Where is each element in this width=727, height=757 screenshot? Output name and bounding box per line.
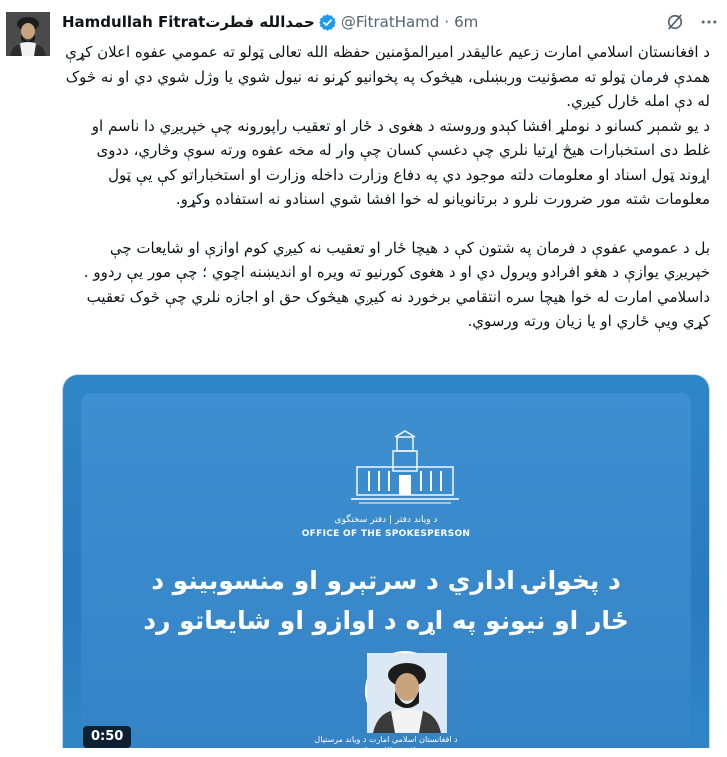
- tweet-paragraph-3: بل د عمومي عفوې د فرمان په شتون کې د هيچا ځار او تعقيب نه کيږي کوم اوازې او شايعات چې خپريږي يوازې د هغو افرادو ويرول دي او د هغوی کورنيو ته ويره او انديښنه اچوي ؛ چې مور يې ردوو .: [83, 238, 710, 281]
- display-name[interactable]: Hamdullah Fitratحمدالله فطرت: [62, 13, 315, 31]
- verified-badge-icon: [318, 13, 337, 32]
- palace-emblem-icon: [349, 433, 461, 507]
- caption-title: د افغانستان اسلامي امارت د وياند مرستيال: [314, 735, 458, 744]
- tweet-paragraph-2: د يو شمېر کسانو د نوملړ افشا کېدو وروسته د هغوی د ځار او تعقيب راپورونه چې خپريږي دا ناسم او غلط دی استخبارات هيڅ اړتيا نلري چې دغسې کسان چې وار له مخه عفوه ورته سوې وڅاري، ددوی اړوند ټول اسناد او معلومات دلته موجود دي په دفاع وزارت داخله وزارت او استخباراتو کې يې ټول معلومات شته مور ضرورت نلرو د برتانويانو له خوا افشا شوي اسنادو نه استفاده وکړو.: [91, 116, 710, 208]
- tweet-header: [62, 10, 719, 34]
- spokesperson-portrait: [365, 651, 445, 731]
- tweet-text: [62, 40, 710, 334]
- paragraph-gap: [62, 212, 710, 236]
- tweet-paragraph-4: داسلامي امارت له خوا هيچا سره انتقامي برخورد نه کيږي هيڅوک حق او اجازه نلري چې څوک تعقيب کړي ويې ځاري او يا زيان ورته ورسوي.: [86, 287, 710, 330]
- avatar[interactable]: [6, 12, 50, 56]
- more-icon[interactable]: [699, 12, 719, 32]
- user-handle[interactable]: @FitratHamd: [340, 13, 440, 31]
- spokesperson-portrait-icon: [367, 653, 447, 733]
- video-duration-badge: 0:50: [83, 726, 131, 748]
- headline-line-1: د پخوانۍ اداري د سرتېرو او منسوبينو د: [151, 566, 621, 595]
- header-actions: [665, 12, 719, 32]
- video-poster: [81, 393, 691, 757]
- video-media[interactable]: [62, 374, 710, 757]
- headline-line-2: ځار او نيونو په اړه د اوازو او شايعاتو رد: [143, 606, 629, 635]
- caption-name: ملا حمدالله فطرت: [351, 747, 421, 757]
- avatar-portrait-icon: [6, 12, 50, 56]
- grok-icon[interactable]: [665, 12, 685, 32]
- tweet-paragraph-1: د افغانستان اسلامي امارت زعيم عاليقدر اميرالمؤمنين حفظه الله تعالی ټولو ته عمومي عفوه اعلان کړې همدې فرمان ټولو ته مصؤنيت وربښلی، هيڅوک په پخوانيو کړنو نه نيول شوي يا وژل شوي دي او نه څوک له دې امله ځارل کيږي.: [65, 43, 710, 110]
- timestamp[interactable]: 6m: [454, 13, 479, 31]
- office-label-pashto: د وياند دفتر | دفتر سخنگوی: [334, 515, 438, 525]
- separator-dot: ·: [444, 13, 450, 31]
- office-label-english: OFFICE OF THE SPOKESPERSON: [301, 529, 471, 539]
- video-headline: [111, 561, 661, 641]
